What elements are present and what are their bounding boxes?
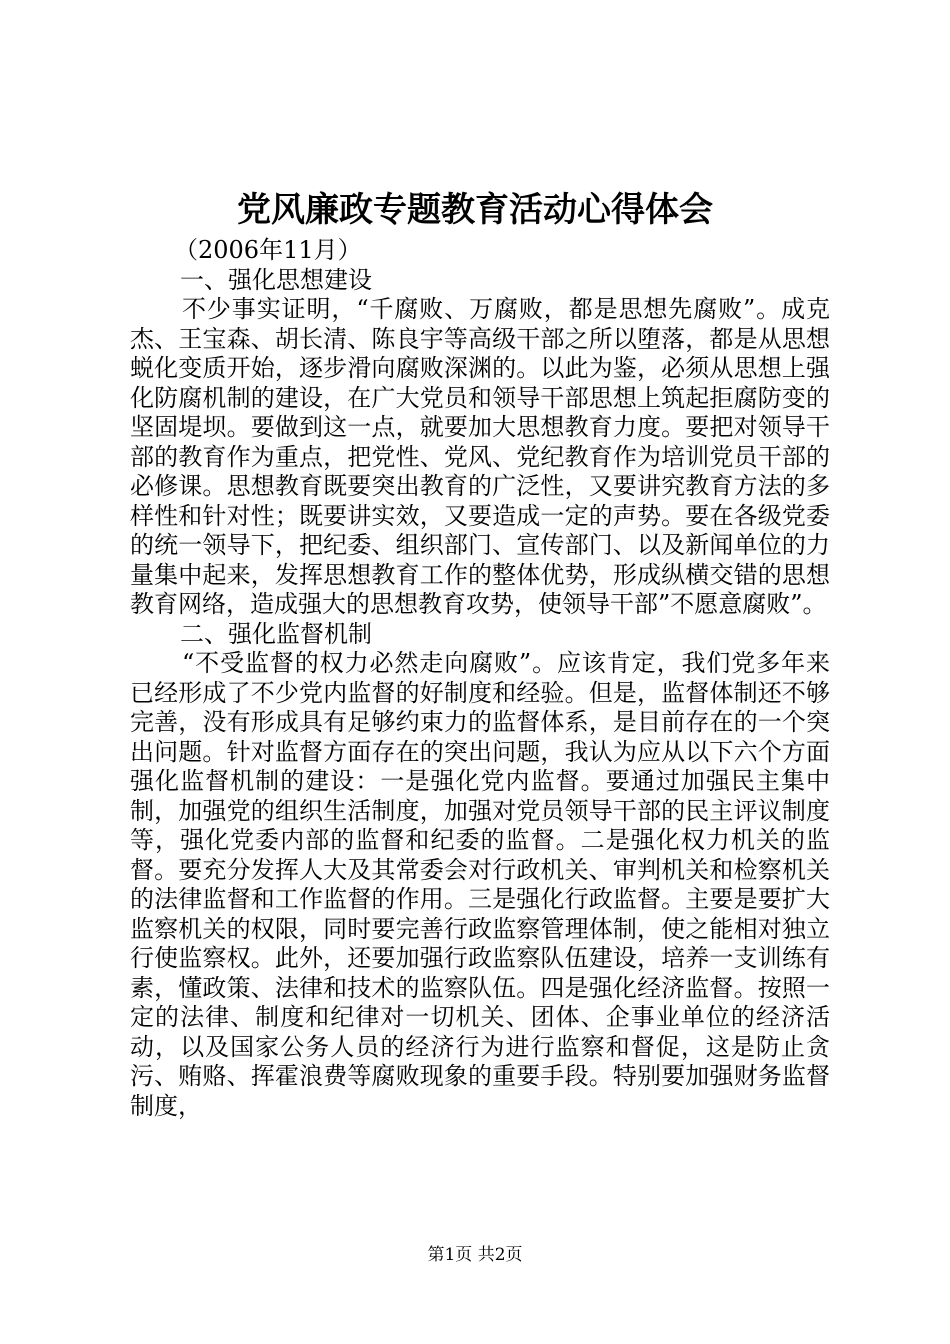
section-paragraph-2: “不受监督的权力必然走向腐败”。应该肯定，我们党多年来已经形成了不少党内监督的好制度和经验。但是，监督体制还不够完善，没有形成具有足够约束力的监督体系，是目前存在的一个突出问题。针对监督方面存在的突出问题，我认为应从以下六个方面强化监督机制的建设：一是强化党内监督。要通过加强民主集中制，加强党的组织生活制度，加强对党员领导干部的民主评议制度等，强化党委内部的监督和纪委的监督。二是强化权力机关的监督。要充分发挥人大及其常委会对行政机关、审判机关和检察机关的法律监督和工作监督的作用。三是强化行政监督。主要是要扩大监察机关的权限，同时要完善行政监察管理体制，使之能相对独立行使监察权。此外，还要加强行政监察队伍建设，培养一支训练有素，懂政策、法律和技术的监察队伍。四是强化经济监督。按照一定的法律、制度和纪律对一切机关、团体、企事业单位的经济活动，以及国家公务人员的经济行为进行监察和督促，这是防止贪污、贿赂、挥霍浪费等腐败现象的重要手段。特别要加强财务监督制度， xyxy=(130,649,830,1120)
document-date: （2006年11月） xyxy=(174,236,362,264)
document-title: 党风廉政专题教育活动心得体会 xyxy=(237,190,713,230)
document-body xyxy=(130,236,830,1121)
page-footer: 第1页 共2页 xyxy=(427,1245,523,1265)
section-paragraph-1: 不少事实证明，“千腐败、万腐败，都是思想先腐败”。成克杰、王宝森、胡长清、陈良宇等高级干部之所以堕落，都是从思想蜕化变质开始，逐步滑向腐败深渊的。以此为鉴，必须从思想上强化防腐机制的建设，在广大党员和领导干部思想上筑起拒腐防变的坚固堤坝。要做到这一点，就要加大思想教育力度。要把对领导干部的教育作为重点，把党性、党风、党纪教育作为培训党员干部的必修课。思想教育既要突出教育的广泛性，又要讲究教育方法的多样性和针对性；既要讲实效，又要造成一定的声势。要在各级党委的统一领导下，把纪委、组织部门、宣传部门、以及新闻单位的力量集中起来，发挥思想教育工作的整体优势，形成纵横交错的思想教育网络，造成强大的思想教育攻势，使领导干部”不愿意腐败”。 xyxy=(130,295,830,618)
section-heading-1: 一、强化思想建设 xyxy=(180,265,372,294)
section-heading-2: 二、强化监督机制 xyxy=(180,619,372,648)
